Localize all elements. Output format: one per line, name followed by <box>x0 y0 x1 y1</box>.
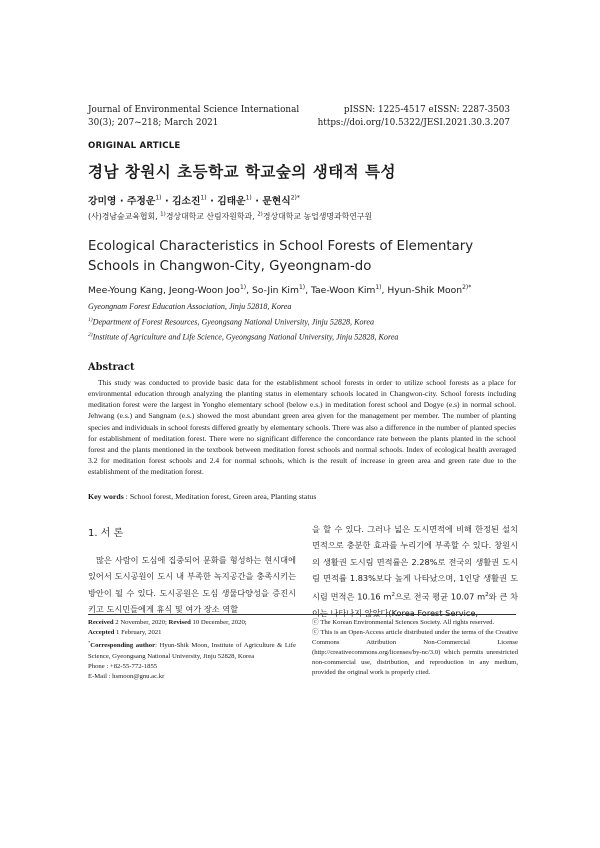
star-mark: * <box>88 640 91 646</box>
abstract-heading: Abstract <box>88 362 135 373</box>
author-separator: · <box>161 196 173 207</box>
author-name: 문현식 <box>262 196 291 207</box>
footnote-left <box>88 618 296 682</box>
doi-link[interactable]: https://doi.org/10.5322/JESI.2021.30.3.207 <box>317 117 510 128</box>
keywords-sep: : <box>123 492 130 501</box>
author-affil-mark: 2)* <box>290 194 300 202</box>
author-name: 김소진 <box>172 196 201 207</box>
author-separator: , <box>305 285 311 297</box>
affil-sup: 2) <box>88 331 93 338</box>
author-affil-mark: 1) <box>245 194 252 202</box>
affil-text: 경상대학교 농업생명과학연구원 <box>262 212 373 221</box>
body-text: 와 큰 차이는 나타나지 않았다(Korea Forest Service, <box>312 591 518 618</box>
author-affil-mark: 1) <box>298 284 306 291</box>
keywords <box>88 492 316 501</box>
body-column-left: 많은 사람이 도심에 집중되어 문화를 형성하는 현시대에 있어서 도시공원이 도시 내 부족한 녹지공간을 충족시키는 방안이 될 수 있다. 도시공원은 도심 생물다양성을 증진시키고 도시민들에게 휴식 및 여가 장소 역할 <box>88 555 296 615</box>
korean-authors <box>88 193 300 207</box>
korean-affiliations <box>88 211 372 222</box>
affil-text: Institute of Agriculture and Life Science, Gyeongsang National University, Jinju 52828, Korea <box>92 332 399 342</box>
author-name: Mee-Young Kang <box>88 285 164 297</box>
received-label: Received <box>88 619 114 626</box>
superscript: 2 <box>485 591 489 598</box>
author-affil-mark: 1) <box>155 194 162 202</box>
author-separator: , <box>246 285 252 297</box>
author-name: 주정운 <box>126 196 156 207</box>
issn-info <box>318 104 510 129</box>
corresponding-author <box>88 638 296 661</box>
accepted-date: 1 February, 2021 <box>114 629 162 637</box>
author-separator: , <box>381 285 388 297</box>
author-affil-mark: 1) <box>200 194 207 202</box>
author-affil-mark: 1) <box>239 284 247 291</box>
affiliation-1 <box>88 314 398 329</box>
received-line <box>88 618 296 628</box>
accepted-label: Accepted <box>88 629 115 637</box>
footnote-divider <box>88 614 516 615</box>
article-type: ORIGINAL ARTICLE <box>88 141 181 151</box>
section-heading: 1. 서 론 <box>88 528 124 539</box>
author-separator: · <box>116 196 127 207</box>
accepted-line <box>88 628 296 638</box>
affil-sup: 1) <box>160 211 166 218</box>
english-authors <box>88 284 471 296</box>
journal-name: Journal of Environmental Science International <box>88 105 300 115</box>
abstract-text: This study was conducted to provide basic data for the establishment school forests in order to utilize school forests as a place for environmental education through analyzing the planting status in elementary schools located in Changwon-city. School forests including meditation forest were the largest in Yongho elementary school (below e.s.) in meditation forest school and Dogye (e.s) in normal school. Jehwang (e.s.) and Sangnam (e.s.) showed the most abundant green area given for the management per member. The number of planting species and individuals in school forests differed greatly by elementary schools. There was also a difference in the number of planted species for establishment of meditation forest. There were no significant difference the concordance rate between the plants planted in the school forest and the plants mentioned in the textbook between meditation forest schools and normal schools. Index of ecological health averaged 3.2 for meditation forest schools and 2.4 for normal schools, which is the result of increase in green area and green rate due to the establishment of the meditation forest. <box>88 378 516 477</box>
author-separator: , <box>163 285 169 297</box>
revised-date: 10 December, 2020; <box>190 619 247 626</box>
author-name: Jeong-Woon Joo <box>168 285 240 297</box>
author-affil-mark: 1) <box>375 284 382 291</box>
body-text: 으로 전국 평균 10.07 m <box>394 591 486 602</box>
affiliation-0: Gyeongnam Forest Education Association, Jinju 52818, Korea <box>88 302 292 311</box>
author-name: Tae-Woon Kim <box>310 285 376 297</box>
body-column-right <box>312 521 518 621</box>
english-affiliations <box>88 300 398 344</box>
received-date: 2 November, 2020; <box>113 619 169 626</box>
english-title: Ecological Characteristics in School Forests of Elementary Schools in Changwon-City, Gyeongnam-do <box>88 239 474 274</box>
phone: Phone : +82-55-772-1855 <box>88 662 158 670</box>
license-text: ⓒ This is an Open-Access article distributed under the terms of the Creative Commons Attribution Non-Commercial License (http://creativecommons.org/licenses/by-nc/3.0) which permits unrestricted non-commercial use, distribution, and reproduction in any medium, provided the original work is properly cited. <box>312 629 518 677</box>
journal-volume: 30(3); 207~218; March 2021 <box>88 117 219 128</box>
copyright: ⓒ The Korean Environmental Sciences Society. All rights reserved. <box>312 619 495 626</box>
affil-sup: 1) <box>88 316 93 323</box>
author-affil-mark: 2)* <box>462 284 472 291</box>
author-separator: · <box>251 196 263 207</box>
affil-text: (사)경남숲교육협회, <box>88 212 161 221</box>
keywords-label: Key words <box>88 492 124 501</box>
superscript: 2 <box>391 591 395 598</box>
keywords-text: School forest, Meditation forest, Green area, Planting status <box>129 492 317 501</box>
affiliation-2 <box>88 329 398 344</box>
author-name: So-Jin Kim <box>251 285 299 297</box>
author-separator: · <box>206 196 218 207</box>
author-name: 김태운 <box>217 196 246 207</box>
body-text: 을 할 수 있다. 그러나 넓은 도시면적에 비해 한정된 설치면적으로 충분한 효과를 누리기에 부족할 수 있다. 창원시의 생활권 도시림 면적률은 2.28%로 전국의 생활권 도시림 면적률 1.83%보다 높게 나타났으며, 1인당 생활권 도시림 면적은 10.16 m <box>312 524 518 602</box>
author-name: Hyun-Shik Moon <box>387 285 463 297</box>
corr-text: : Hyun-Shik Moon, Institute of Agriculture & Life Science, Gyeongsang National University, Jinju 52828, Korea <box>88 642 296 660</box>
journal-info <box>88 104 299 129</box>
issn-numbers: pISSN: 1225-4517 eISSN: 2287-3503 <box>343 105 510 115</box>
affil-sup: 2) <box>257 211 263 218</box>
affil-text: Department of Forest Resources, Gyeongsang National University, Jinju 52828, Korea <box>92 317 375 327</box>
corr-label: Corresponding author <box>90 642 156 650</box>
affil-text: 경상대학교 산림자원학과, <box>165 212 258 221</box>
korean-title: 경남 창원시 초등학교 학교숲의 생태적 특성 <box>88 163 396 181</box>
footnote-right <box>312 618 518 679</box>
author-name: 강미영 <box>88 196 117 207</box>
email[interactable]: E-Mail : hsmoon@gnu.ac.kr <box>88 672 165 680</box>
revised-label: Revised <box>168 619 191 626</box>
